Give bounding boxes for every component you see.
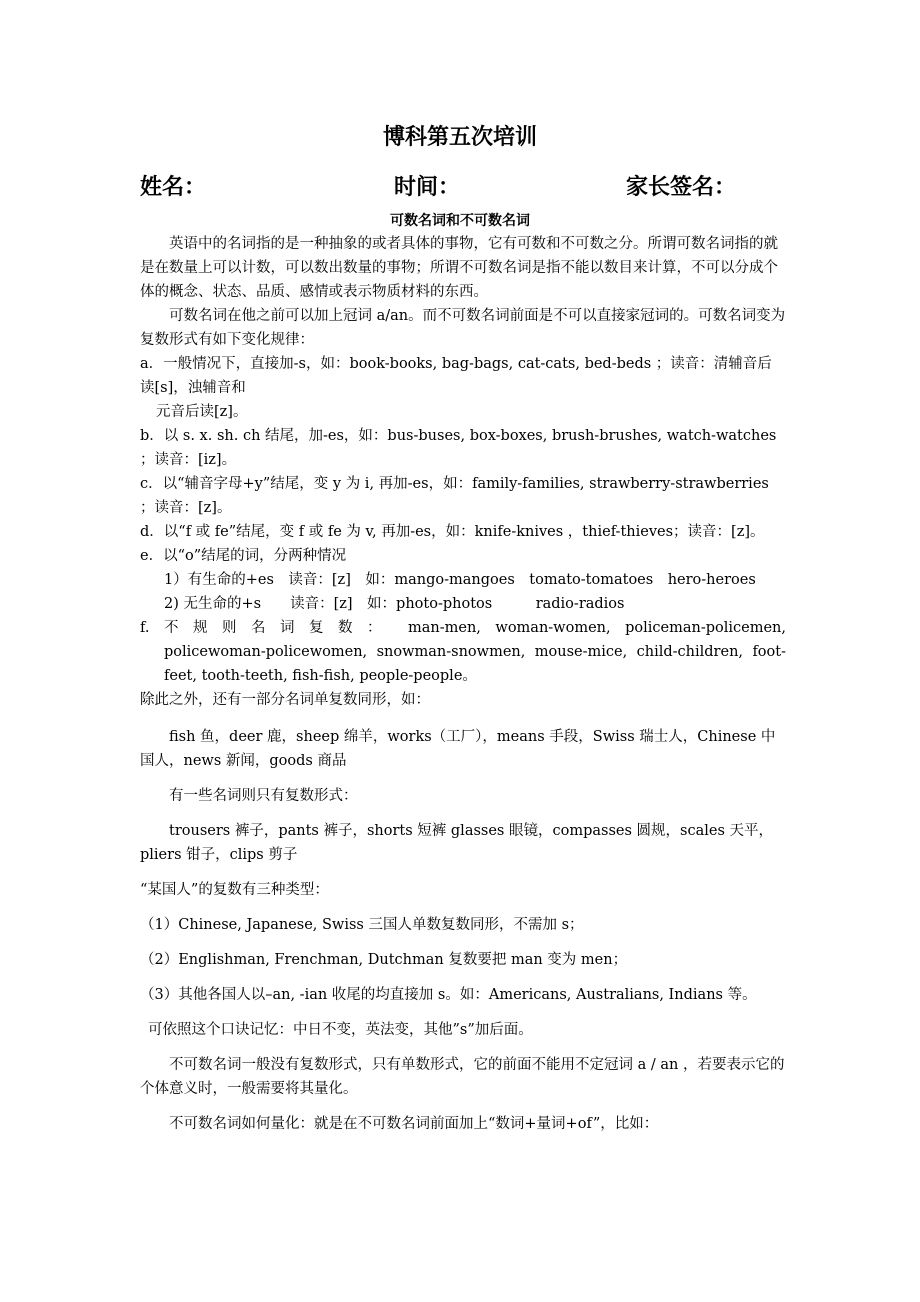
rule-f-label: f. 不 规 则 名 词 复 数 ：: [140, 620, 382, 636]
rule-b: b．以 s. x. sh. ch 结尾，加-es，如：bus-buses, box-boxes, brush-brushes, watch-watches ；读音：[iz]。: [140, 428, 777, 468]
intro-paragraph: 英语中的名词指的是一种抽象的或者具体的事物，它有可数和不可数之分。所谓可数名词指的就是在数量上可以计数，可以数出数量的事物；所谓不可数名词是指不能以数目来计算，不可以分成个体的概念、状态、品质、感情或表示物质材料的东西。: [140, 236, 778, 300]
nationality-intro: “某国人”的复数有三种类型：: [140, 882, 329, 898]
rule-d: d．以“f 或 fe”结尾，变 f 或 fe 为 v, 再加-es，如：knife-knives ，thief-thieves；读音：[z]。: [140, 524, 765, 540]
memory-rhyme: 可依照这个口诀记忆：中日不变，英法变，其他”s”加后面。: [148, 1022, 533, 1038]
rule-f-examples: man-men, woman-women, policeman-policemen,: [408, 620, 786, 636]
nationality-type-1: （1）Chinese, Japanese, Swiss 三国人单数复数同形，不需加 s；: [140, 917, 584, 933]
nationality-type-3: （3）其他各国人以–an, -ian 收尾的均直接加 s。如：Americans, Australians, Indians 等。: [140, 987, 757, 1003]
quantify-paragraph: 不可数名词如何量化：就是在不可数名词前面加上“数词+量词+of”，比如：: [169, 1116, 659, 1132]
rule-f-line: [140, 616, 786, 640]
parent-signature-label: 家长签名：: [626, 174, 737, 200]
plural-only-intro: 有一些名词则只有复数形式：: [169, 788, 358, 804]
section-subtitle: 可数名词和不可数名词: [390, 213, 530, 229]
same-form-intro: 除此之外，还有一部分名词单复数同形，如：: [140, 692, 430, 708]
rule-e: e．以“o”结尾的词，分两种情况: [140, 548, 347, 564]
same-form-examples: fish 鱼，deer 鹿，sheep 绵羊，works（工厂），means 手段，Swiss 瑞士人，Chinese 中国人，news 新闻，goods 商品: [140, 729, 776, 769]
rule-c: c．以“辅音字母+y”结尾，变 y 为 i, 再加-es，如：family-families, strawberry-strawberries ；读音：[z]。: [140, 476, 769, 516]
rule-e-1: 1）有生命的+es 读音：[z] 如：mango-mangoes tomato-tomatoes hero-heroes: [164, 572, 756, 588]
name-label: 姓名：: [140, 174, 207, 200]
uncountable-paragraph: 不可数名词一般没有复数形式，只有单数形式，它的前面不能用不定冠词 a / an ，若要表示它的个体意义时，一般需要将其量化。: [140, 1057, 785, 1097]
rule-e-2: 2) 无生命的+s 读音：[z] 如：photo-photos radio-radios: [164, 596, 625, 612]
page-title: 博科第五次培训: [382, 124, 537, 150]
time-label: 时间：: [394, 174, 461, 200]
rule-a: a．一般情况下，直接加-s，如：book-books, bag-bags, cat-cats, bed-beds ；读音：清辅音后读[s]，浊辅音和: [140, 356, 772, 396]
countable-paragraph: 可数名词在他之前可以加上冠词 a/an。而不可数名词前面是不可以直接家冠词的。可数名词变为复数形式有如下变化规律：: [140, 308, 786, 348]
rule-a-continued: 元音后读[z]。: [156, 404, 248, 420]
nationality-type-2: （2）Englishman, Frenchman, Dutchman 复数要把 man 变为 men；: [140, 952, 628, 968]
plural-only-examples: trousers 裤子，pants 裤子，shorts 短裤 glasses 眼镜，compasses 圆规，scales 天平，pliers 钳子，clips 剪子: [140, 823, 773, 863]
rule-f-continued: policewoman-policewomen, snowman-snowmen, mouse-mice, child-children, foot-feet, tooth-teeth, fish-fish, people-people。: [164, 644, 786, 684]
document-body: [140, 232, 786, 1136]
